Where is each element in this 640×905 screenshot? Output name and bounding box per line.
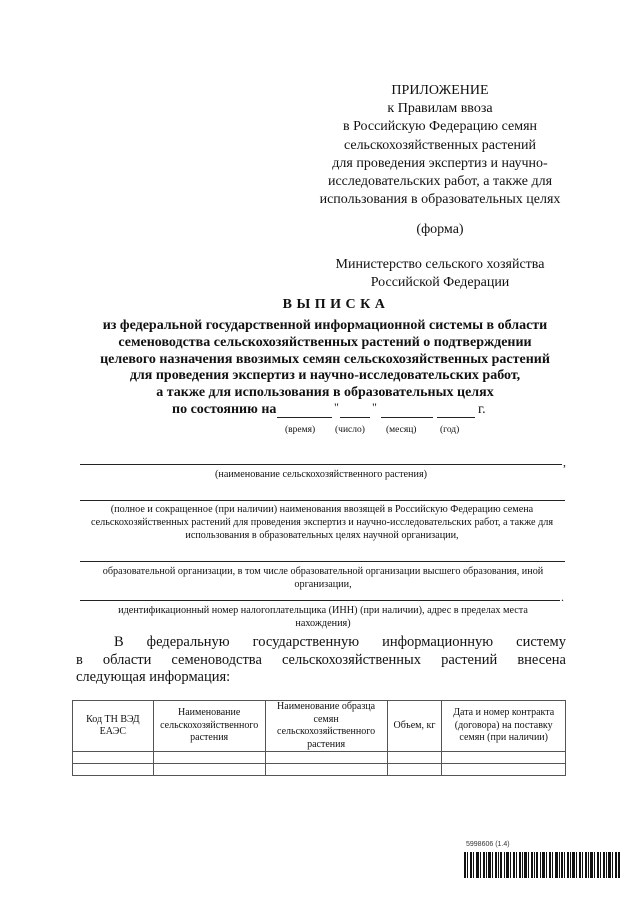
table-cell[interactable] bbox=[387, 764, 442, 776]
trailing-comma: , bbox=[563, 455, 566, 469]
subtitle-line: из федеральной государственной информационной системы в области bbox=[102, 318, 548, 333]
table-cell[interactable] bbox=[153, 752, 265, 764]
ministry-line: Российской Федерации bbox=[370, 274, 510, 290]
year-field[interactable] bbox=[437, 417, 475, 418]
month-field[interactable] bbox=[381, 417, 433, 418]
quote-close: " bbox=[372, 400, 377, 414]
word: области bbox=[102, 651, 152, 668]
table-cell[interactable] bbox=[442, 752, 566, 764]
ministry-name bbox=[290, 256, 590, 291]
word: в bbox=[76, 651, 83, 668]
header-sample-name: Наименование образца семян сельскохозяйственного растения bbox=[265, 701, 387, 752]
year-caption: (год) bbox=[440, 425, 460, 435]
word: федеральную bbox=[146, 634, 230, 650]
appendix-heading: ПРИЛОЖЕНИЕ bbox=[391, 83, 489, 98]
word: В bbox=[114, 634, 124, 650]
date-label: по состоянию на bbox=[172, 402, 277, 417]
table-cell[interactable] bbox=[153, 764, 265, 776]
word: информационную bbox=[382, 634, 494, 650]
word: сельскохозяйственных bbox=[281, 651, 422, 668]
subtitle-line: целевого назначения ввозимых семян сельскохозяйственных растений bbox=[100, 351, 550, 367]
subtitle-line: для проведения экспертиз и научно-исследовательских работ, bbox=[129, 368, 521, 384]
document-title: ВЫПИСКА bbox=[282, 297, 390, 312]
table-row bbox=[73, 752, 566, 764]
plant-name-caption: (наименование сельскохозяйственного растения) bbox=[214, 469, 428, 480]
plant-name-field[interactable] bbox=[80, 464, 562, 465]
appendix-line: в Российскую Федерацию семян bbox=[342, 119, 538, 135]
month-caption: (месяц) bbox=[386, 425, 417, 435]
appendix-line: использования в образовательных целях bbox=[319, 192, 561, 208]
organization-name-caption: (полное и сокращенное (при наличии) наименования ввозящей в Российскую Федерацию семена сельскохозяйственных растений для проведения экспертиз и научно-исследовательских работ, а также для использования в образовательных целях научной организации, bbox=[90, 504, 554, 541]
barcode-number: 5998606 (1.4) bbox=[466, 841, 510, 848]
info-paragraph bbox=[76, 634, 566, 687]
word: систему bbox=[516, 634, 566, 650]
day-field[interactable] bbox=[340, 417, 370, 418]
header-volume: Объем, кг bbox=[387, 701, 442, 752]
educational-organization-field[interactable] bbox=[80, 561, 565, 562]
time-caption: (время) bbox=[285, 425, 316, 435]
info-table bbox=[72, 700, 566, 776]
table-cell[interactable] bbox=[265, 752, 387, 764]
inn-address-caption: идентификационный номер налогоплательщика (ИНН) (при наличии), адрес в пределах места нахождения) bbox=[118, 605, 528, 629]
paragraph-line-3: следующая информация: bbox=[76, 669, 231, 685]
appendix-line: сельскохозяйственных растений bbox=[343, 137, 537, 153]
appendix-line: для проведения экспертиз и научно- bbox=[332, 155, 548, 171]
word: семеноводства bbox=[171, 651, 262, 668]
year-suffix: г. bbox=[478, 402, 486, 417]
ministry-line: Министерство сельского хозяйства bbox=[335, 257, 545, 272]
educational-organization-caption: образовательной организации, в том числе образовательной организации высшего образования, иной организации, bbox=[102, 566, 544, 590]
header-tnved-code: Код ТН ВЭД ЕАЭС bbox=[73, 701, 154, 752]
quote-open: " bbox=[334, 400, 339, 414]
header-plant-name: Наименование сельскохозяйственного растения bbox=[153, 701, 265, 752]
paragraph-line-2 bbox=[76, 652, 566, 670]
table-cell[interactable] bbox=[73, 764, 154, 776]
inn-address-field[interactable] bbox=[80, 600, 560, 601]
table-row bbox=[73, 764, 566, 776]
table-cell[interactable] bbox=[265, 764, 387, 776]
table-cell[interactable] bbox=[73, 752, 154, 764]
document-subtitle bbox=[70, 318, 580, 402]
subtitle-line: а также для использования в образовательных целях bbox=[156, 385, 494, 401]
header-contract: Дата и номер контракта (договора) на поставку семян (при наличии) bbox=[442, 701, 566, 752]
time-field[interactable] bbox=[277, 417, 332, 418]
table-cell[interactable] bbox=[442, 764, 566, 776]
barcode-icon bbox=[464, 852, 620, 878]
subtitle-line: семеноводства сельскохозяйственных растений о подтверждении bbox=[118, 334, 532, 350]
word: внесена bbox=[517, 651, 566, 668]
table-header-row bbox=[73, 701, 566, 752]
appendix-line: к Правилам ввоза bbox=[387, 101, 493, 117]
table-cell[interactable] bbox=[387, 752, 442, 764]
paragraph-line-1 bbox=[76, 634, 566, 652]
date-row bbox=[0, 402, 640, 442]
appendix-header bbox=[290, 82, 590, 209]
day-caption: (число) bbox=[335, 425, 365, 435]
word: государственную bbox=[252, 634, 360, 650]
appendix-line: исследовательских работ, а также для bbox=[327, 174, 553, 190]
organization-name-field[interactable] bbox=[80, 500, 565, 501]
trailing-period: . bbox=[561, 590, 564, 604]
word: растений bbox=[441, 651, 498, 668]
form-label: (форма) bbox=[416, 222, 464, 237]
